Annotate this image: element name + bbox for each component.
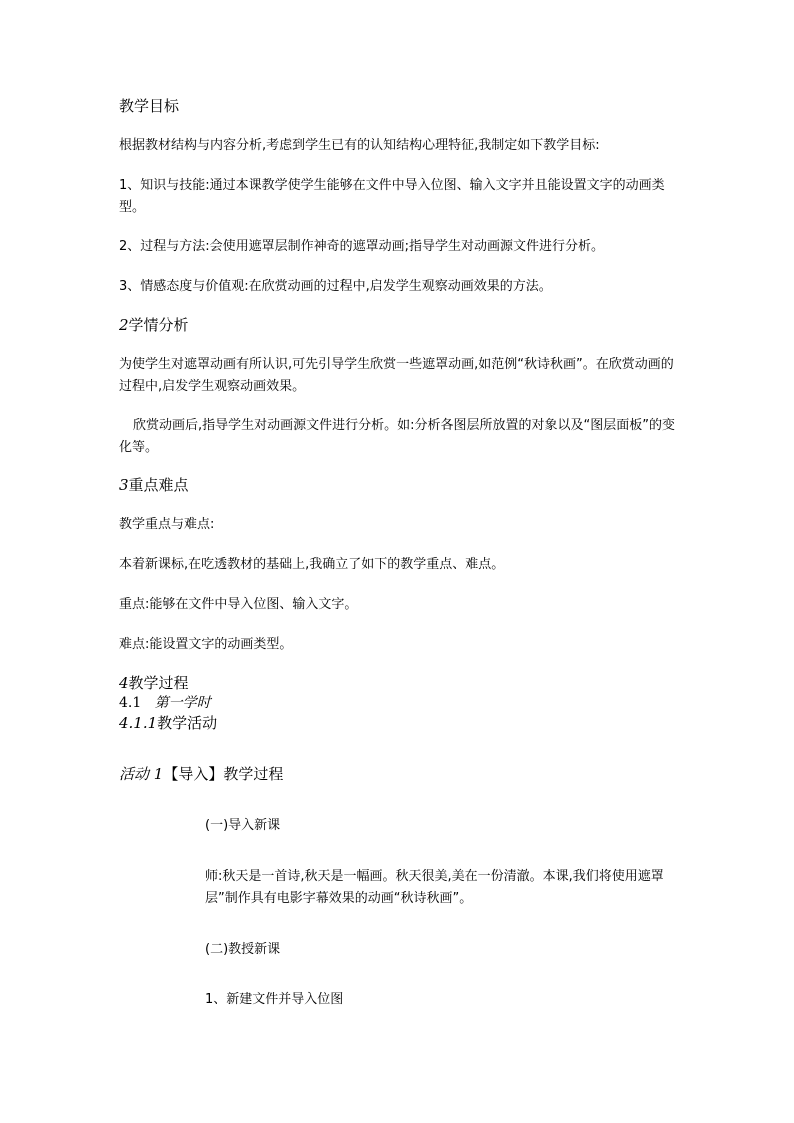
analysis-paragraph-1: 为使学生对遮罩动画有所认识,可先引导学生欣赏一些遮罩动画,如范例“秋诗秋画”。在欣赏动画的过程中,启发学生观察动画效果。 bbox=[119, 357, 674, 394]
key-intro: 本着新课标,在吃透教材的基础上,我确立了如下的教学重点、难点。 bbox=[119, 557, 505, 572]
key-heading bbox=[119, 475, 189, 495]
process-number: 4 bbox=[119, 674, 129, 692]
activity-section-heading bbox=[119, 713, 217, 733]
activity-section-title: 教学活动 bbox=[157, 714, 218, 732]
objectives-title: 教学目标 bbox=[119, 97, 180, 115]
key-number: 3 bbox=[119, 476, 129, 494]
teach-heading: (二)教授新课 bbox=[205, 942, 281, 957]
lesson-number: 4.1 bbox=[119, 695, 142, 711]
objective-3: 3、情感态度与价值观:在欣赏动画的过程中,启发学生观察动画效果的方法。 bbox=[119, 279, 552, 294]
analysis-title: 学情分析 bbox=[128, 316, 189, 334]
activity-prefix: 活动 1 bbox=[119, 765, 164, 783]
activity-title: 【导入】教学过程 bbox=[163, 765, 284, 783]
key-label: 教学重点与难点: bbox=[119, 517, 215, 532]
lesson-heading bbox=[119, 694, 211, 712]
lesson-title: 第一学时 bbox=[154, 695, 211, 711]
objective-1: 1、知识与技能:通过本课教学使学生能够在文件中导入位图、输入文字并且能设置文字的动画类型。 bbox=[119, 178, 665, 215]
key-title: 重点难点 bbox=[128, 476, 189, 494]
analysis-number: 2 bbox=[119, 316, 129, 334]
step-1: 1、新建文件并导入位图 bbox=[205, 992, 344, 1007]
activity-section-number: 4.1.1 bbox=[119, 714, 158, 732]
difficult-point: 难点:能设置文字的动画类型。 bbox=[119, 637, 293, 652]
analysis-paragraph-2: 欣赏动画后,指导学生对动画源文件进行分析。如:分析各图层所放置的对象以及“图层面板”的变化等。 bbox=[119, 418, 675, 455]
process-title: 教学过程 bbox=[128, 674, 189, 692]
activity-heading bbox=[119, 764, 283, 784]
process-heading bbox=[119, 673, 189, 693]
analysis-heading bbox=[119, 315, 189, 335]
key-point: 重点:能够在文件中导入位图、输入文字。 bbox=[119, 597, 358, 612]
objective-2: 2、过程与方法:会使用遮罩层制作神奇的遮罩动画;指导学生对动画源文件进行分析。 bbox=[119, 239, 605, 254]
teacher-text: 师:秋天是一首诗,秋天是一幅画。秋天很美,美在一份清澈。本课,我们将使用遮罩层”制作具有电影字幕效果的动画“秋诗秋画”。 bbox=[205, 869, 664, 906]
intro-heading: (一)导入新课 bbox=[205, 818, 281, 833]
objectives-intro: 根据教材结构与内容分析,考虑到学生已有的认知结构心理特征,我制定如下教学目标: bbox=[119, 138, 600, 153]
